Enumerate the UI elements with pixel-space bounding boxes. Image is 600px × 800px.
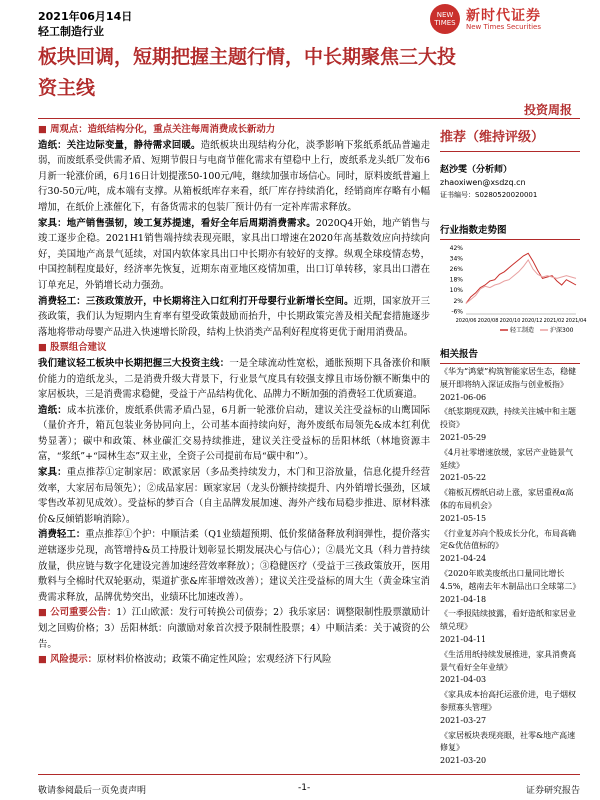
related-report-date: 2021-04-24 <box>440 554 487 564</box>
analyst-email[interactable]: zhaoxiwen@xsdzq.cn <box>440 178 526 187</box>
report-body <box>38 122 430 668</box>
related-reports-list <box>440 366 580 768</box>
paragraph-lead: 家具： <box>38 467 67 479</box>
paragraph-lead: 造纸：关注边际变量，静待需求回暖。 <box>38 139 201 151</box>
paragraph-lead: 造纸： <box>38 404 67 416</box>
legend-label: 轻工制造 <box>510 327 535 334</box>
related-report-link[interactable]: 《行业复苏向个股成长分化，布局高确定&优估值标的》 <box>440 528 576 551</box>
x-tick-label: 2020/12 <box>521 318 543 324</box>
paragraph-announcements <box>38 605 430 652</box>
paragraph-text: 一是全球流动性宽松，通胀预期下具备涨价和顺价能力的造纸龙头，二是消费升级大背景下，行业景气度具有较强支撑且市场份额不断集中的家居板块，三是消费需求稳健，受益于产品结构优化、品牌力不断加强的消费轻工优质赛道。 <box>38 357 430 401</box>
related-report-date: 2021-04-03 <box>440 675 487 685</box>
related-reports-title: 相关报告 <box>440 346 580 364</box>
index-trend-chart <box>440 244 587 340</box>
paragraph-text: 重点推荐①定制家居：欧派家居（多品类持续发力，木门和卫浴放量，信息化提升经营效率，大家居布局领先）；②成品家居：顾家家居（龙头份额持续提升、内外销增长强劲，区域零售改革初见成效）。受益标的梦百合（自主品牌发展加速、海外产线布局稳步推进、原材料涨价&反倾销影响消除）。 <box>38 467 430 525</box>
y-tick-label: 10% <box>449 287 463 295</box>
related-report-link[interactable]: 《2020年欧美废纸出口量同比增长4.5%，越南去年木制品出口全球第二》 <box>440 568 581 591</box>
paragraph-text: 原材料价格波动；政策不确定性风险；宏观经济下行风险 <box>97 654 332 666</box>
related-report-link[interactable]: 《箱板瓦楞纸启动上涨，家居重视α高体的布局机会》 <box>440 488 574 510</box>
related-report-link[interactable]: 《家居板块表现亮眼，社零&地产高速修复》 <box>440 730 576 753</box>
analyst-cert: 证书编号：S0280520020001 <box>440 191 538 199</box>
related-report-date: 2021-03-20 <box>440 756 487 766</box>
y-tick-label: 26% <box>449 266 463 274</box>
related-report-link[interactable]: 《家具成本抬高托运涨价进，电子烟权参照寡头管理》 <box>440 690 576 712</box>
section-risk-title: ■ 风险提示： <box>38 654 97 666</box>
related-report-date: 2021-04-11 <box>440 634 487 644</box>
logo-name: 新时代证券 <box>466 8 541 24</box>
related-report-link[interactable]: 《华为“鸿蒙”构筑智能家居生态，稳健展开即将纳入深证成指与创业板指》 <box>440 367 577 389</box>
related-report-link[interactable]: 《4月社零增速放缓，家居产业链景气延续》 <box>440 447 574 470</box>
section-portfolio-title: ■ 股票组合建议 <box>38 342 107 354</box>
section-weekly-view-title: ■ 周观点：造纸结构分化，重点关注每周消费成长新动力 <box>38 124 276 135</box>
x-tick-label: 2020/06 <box>455 318 477 324</box>
series-line-0 <box>466 253 576 303</box>
paragraph-text: 近期，国家放开三孩政策，我们认为短期内生育率有望受政策鼓励而抬升，中长期政策完善及相关配套措施逐步落地将带动母婴产品进入快速增长阶段，结构上快消类产品利好程度将更优于耐用消费品。 <box>38 295 430 338</box>
paragraph-furniture-picks <box>38 465 430 527</box>
report-date: 2021年06月14日 <box>38 10 133 23</box>
paragraph-lead: 消费轻工：三孩政策放开，中长期将注入口红利打开母婴行业新增长空间。 <box>38 295 354 307</box>
footer-disclaimer: 敬请参阅最后一页免责声明 <box>38 786 147 796</box>
y-tick-label: 34% <box>449 255 463 263</box>
index-trend-svg <box>440 244 587 336</box>
paragraph-text: 重点推荐①个护：中顺洁柔（Q1业绩超预期、低价浆储备释放利润弹性，提价落实逆辖逐步兑现，高管增持&员工持股计划彰显长期发展决心与信心）；②晨光文具（科力普持续放量，供应链与数字化建设完善加速经营效率释放）；③稳健医疗（受益于三孩政策放开，医用敷料与全棉时代双轮驱动，渠道扩张&库菲增效改善）；建议关注受益标的周大生（黄金珠宝消费需求释放，品牌优势突出，业绩环比加速改善）。 <box>38 529 430 603</box>
company-logo <box>430 2 580 36</box>
y-tick-label: 2% <box>453 297 463 305</box>
x-tick-label: 2021/04 <box>565 318 587 324</box>
paragraph-furniture <box>38 216 430 294</box>
series-line-1 <box>466 260 576 304</box>
paragraph-text: 2020Q4开始，地产销售与竣工逐步企稳。2021H1销售端持续表现亮眼，家具出口增速在2020年高基数效应向持续向好，美国地产高景气延续，对国内软体家具出口中长期亦有较好的支撑。纵观全球疫情态势，中国控制程度最好，经济率先恢复，近期东南亚地区疫情加重，出口订单转移，家具出口潜在订单充足，外销增长动力强劲。 <box>38 217 430 291</box>
analyst-name: 赵沙雯（分析师） <box>440 165 513 175</box>
logo-english-name: New Times Securities <box>466 23 541 31</box>
related-report-date: 2021-05-15 <box>440 513 487 523</box>
paragraph-consumer-picks <box>38 527 430 605</box>
page-number: -1- <box>298 783 311 793</box>
paragraph-risks <box>38 652 430 668</box>
related-report-date: 2021-06-06 <box>440 392 487 402</box>
paragraph-text: 1）江山欧派：发行可转换公司债券；2）我乐家居：调整限制性股票激励计划之回购价格；3）岳阳林纸：向激励对象首次授予限制性股票；4）中顺洁柔：关于减资的公告。 <box>38 607 431 650</box>
paragraph-text: 造纸板块出现结构分化，淡季影响下浆纸系纸品普遍走弱，而废纸系受供需矛盾、短期节假日与电商节催化需求有望稳中上行，废纸系龙头纸厂发布6月新一轮涨价函，6月16日计划提涨50-100元/吨，继续加强市场信心。同时，原料废纸普遍上行30-50元/吨，成本端有支撑。从箱板纸库存来看，纸厂库存持续消化，经销商库存略有小幅增加，在纸价上涨催化下，有备货需求的包装厂预计仍有一定补库需求释放。 <box>38 139 430 213</box>
paragraph-paper <box>38 138 430 216</box>
logo-emblem-icon: NEW TIMES <box>430 4 460 34</box>
related-report-date: 2021-03-27 <box>440 715 487 725</box>
chart-title: 行业指数走势图 <box>440 222 580 240</box>
x-tick-label: 2020/10 <box>499 318 521 324</box>
section-announcements-title: ■ 公司重要公告： <box>38 607 117 619</box>
header-divider <box>38 118 580 119</box>
y-tick-label: 18% <box>449 276 463 284</box>
report-type: 投资周报 <box>523 103 572 117</box>
legend-label: 沪深300 <box>550 327 574 334</box>
paragraph-lead: 我们建议轻工板块中长期把握三大投资主线： <box>38 357 230 369</box>
sidebar <box>440 122 587 770</box>
report-title: 板块回调，短期把握主题行情，中长期聚焦三大投资主线 <box>38 46 457 99</box>
related-report-link[interactable]: 《生活用纸持续发展推进，家具消费高景气看好全年业绩》 <box>440 649 576 672</box>
paragraph-paper-picks <box>38 403 430 465</box>
related-report-link[interactable]: 《纸浆期现双跌，持续关注城中和主题投资》 <box>440 407 576 430</box>
paragraph-consumer <box>38 294 430 341</box>
footer <box>38 774 580 796</box>
industry-label: 轻工制造行业 <box>38 25 104 38</box>
paragraph-lead: 家具：地产销售强韧，竣工复苏提速，看好全年后周期消费需求。 <box>38 217 316 229</box>
related-report-date: 2021-05-29 <box>440 432 487 442</box>
rating-label: 推荐（维持评级） <box>440 122 580 152</box>
y-tick-label: 42% <box>449 245 463 252</box>
paragraph-text: 成本抗涨价，废纸系供需矛盾凸显，6月新一轮涨价启动，建议关注受益标的山鹰国际（量价齐升，箱瓦包装业务协同向上，公司基本面持续向好，海外废纸布局领先&成本红利优势显著）；碳中和政策、林业碳汇交易持续推进，建议关注受益标的岳阳林纸（林地资源丰富，“浆纸”+“园林生态”双主业，全资子公司提前布局“碳中和”）。 <box>38 404 430 463</box>
x-tick-label: 2021/02 <box>543 318 565 324</box>
related-report-date: 2021-04-18 <box>440 594 487 604</box>
related-report-date: 2021-05-22 <box>440 473 487 483</box>
related-report-link[interactable]: 《一季报陆续披露，看好造纸和家居业绩兑现》 <box>440 609 576 632</box>
x-tick-label: 2020/08 <box>477 318 499 324</box>
paragraph-main-lines <box>38 356 430 403</box>
footer-label: 证券研究报告 <box>525 786 580 796</box>
y-tick-label: -6% <box>451 308 463 316</box>
paragraph-lead: 消费轻工： <box>38 529 86 541</box>
